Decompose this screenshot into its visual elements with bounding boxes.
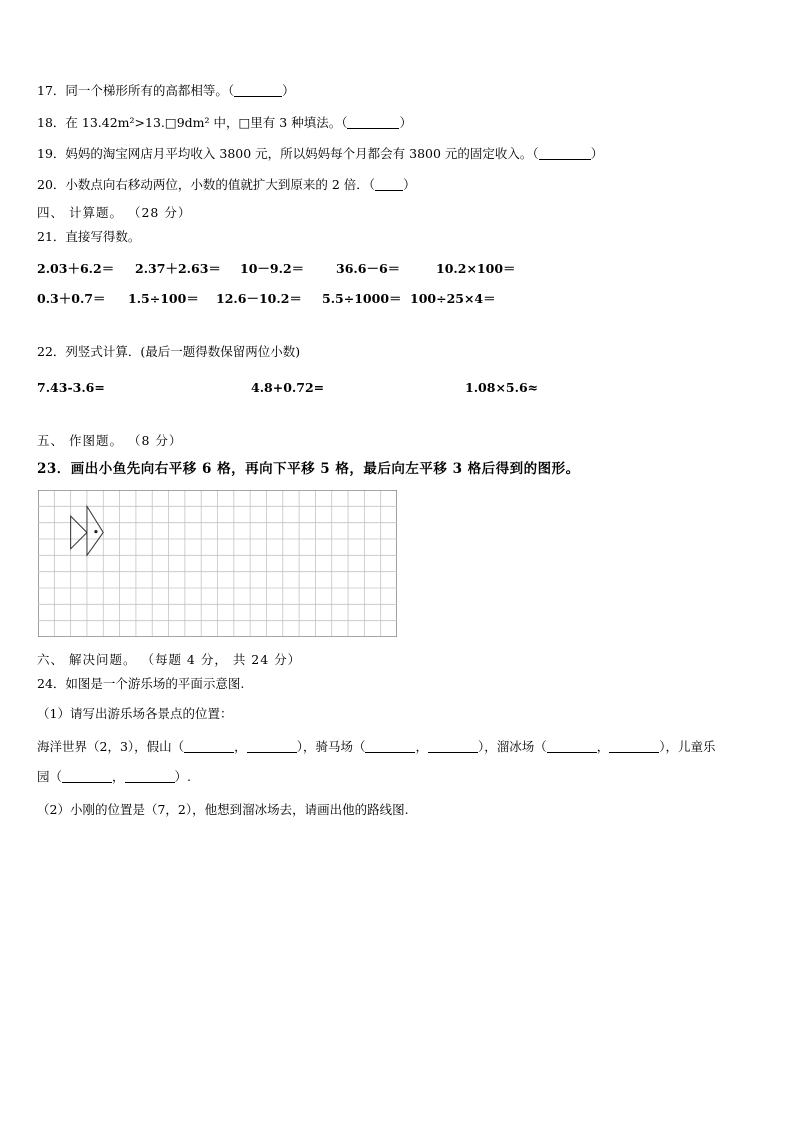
fish-eye [94,530,97,533]
calc-item: 10－9.2＝ [240,261,305,276]
question-24-line-1 [37,739,716,755]
answer-blank[interactable] [247,740,297,753]
calc-item: 1.5÷100＝ [128,291,199,306]
calc-item: 0.3＋0.7＝ [37,291,106,306]
question-18-text: 18．在 13.42m²>13.□9dm² 中，□里有 3 种填法。（ [37,115,348,130]
fish-tail [71,516,87,549]
calc-item: 36.6－6＝ [336,261,401,276]
calc-item: 1.08×5.6≈ [465,380,539,395]
answer-blank[interactable] [184,740,234,753]
calc-item: 5.5÷1000＝ [322,291,402,306]
calc-item: 7.43-3.6= [37,380,105,395]
answer-blank[interactable] [428,740,478,753]
calc-item: 2.03＋6.2＝ [37,261,115,276]
question-17-text: 17．同一个梯形所有的高都相等。（ [37,83,235,98]
text-segment: ， [234,739,247,754]
calc-item: 10.2×100＝ [436,261,516,276]
question-24-line-2 [37,769,191,785]
calc-item: 2.37＋2.63＝ [135,261,221,276]
question-20 [37,177,416,193]
text-segment: ， [112,769,125,784]
answer-blank[interactable] [347,116,399,129]
section-heading-5: 五、 作图题。 （8 分） [37,433,183,448]
translation-grid[interactable] [38,490,397,637]
calc-item: 12.6－10.2＝ [216,291,302,306]
answer-blank[interactable] [539,147,591,160]
question-21-title: 21．直接写得数。 [37,229,141,244]
text-segment: ），骑马场（ [296,739,366,754]
text-segment: ），儿童乐 [659,739,716,754]
text-segment: 海洋世界（2，3），假山（ [37,739,185,754]
answer-blank[interactable] [62,770,112,783]
question-19-close: ） [590,146,604,161]
question-24-title: 24．如图是一个游乐场的平面示意图. [37,676,245,691]
question-23-title: 23．画出小鱼先向右平移 6 格，再向下平移 5 格，最后向左平移 3 格后得到的图形。 [37,461,580,477]
text-segment: ）. [174,769,192,784]
question-19 [37,146,603,162]
section-heading-6: 六、 解决问题。 （每题 4 分， 共 24 分） [37,652,302,667]
text-segment: ），溜冰场（ [477,739,547,754]
grid-canvas[interactable] [38,490,397,637]
question-18-close: ） [399,115,412,130]
question-19-text: 19．妈妈的淘宝网店月平均收入 3800 元，所以妈妈每个月都会有 3800 元的固定收入。（ [37,146,539,161]
section-heading-4: 四、 计算题。 （28 分） [37,205,192,220]
answer-blank[interactable] [609,740,659,753]
question-17 [37,83,295,99]
question-18 [37,115,412,131]
question-24-part-2: （2）小刚的位置是（7，2），他想到溜冰场去，请画出他的路线图. [37,802,409,817]
text-segment: ， [415,739,428,754]
text-segment: ， [596,739,610,754]
calc-item: 100÷25×4＝ [410,291,496,306]
question-17-close: ） [282,83,295,98]
question-20-text: 20．小数点向右移动两位，小数的值就扩大到原来的 2 倍．（ [37,177,376,192]
calc-item: 4.8+0.72= [251,380,325,395]
answer-blank[interactable] [234,84,282,97]
question-24-part-1: （1）请写出游乐场各景点的位置： [37,706,233,721]
answer-blank[interactable] [547,740,597,753]
answer-blank[interactable] [375,178,403,191]
question-22-title: 22．列竖式计算．(最后一题得数保留两位小数) [37,344,301,359]
answer-blank[interactable] [365,740,415,753]
question-20-close: ） [403,177,416,192]
text-segment: 园（ [37,769,63,784]
answer-blank[interactable] [125,770,175,783]
